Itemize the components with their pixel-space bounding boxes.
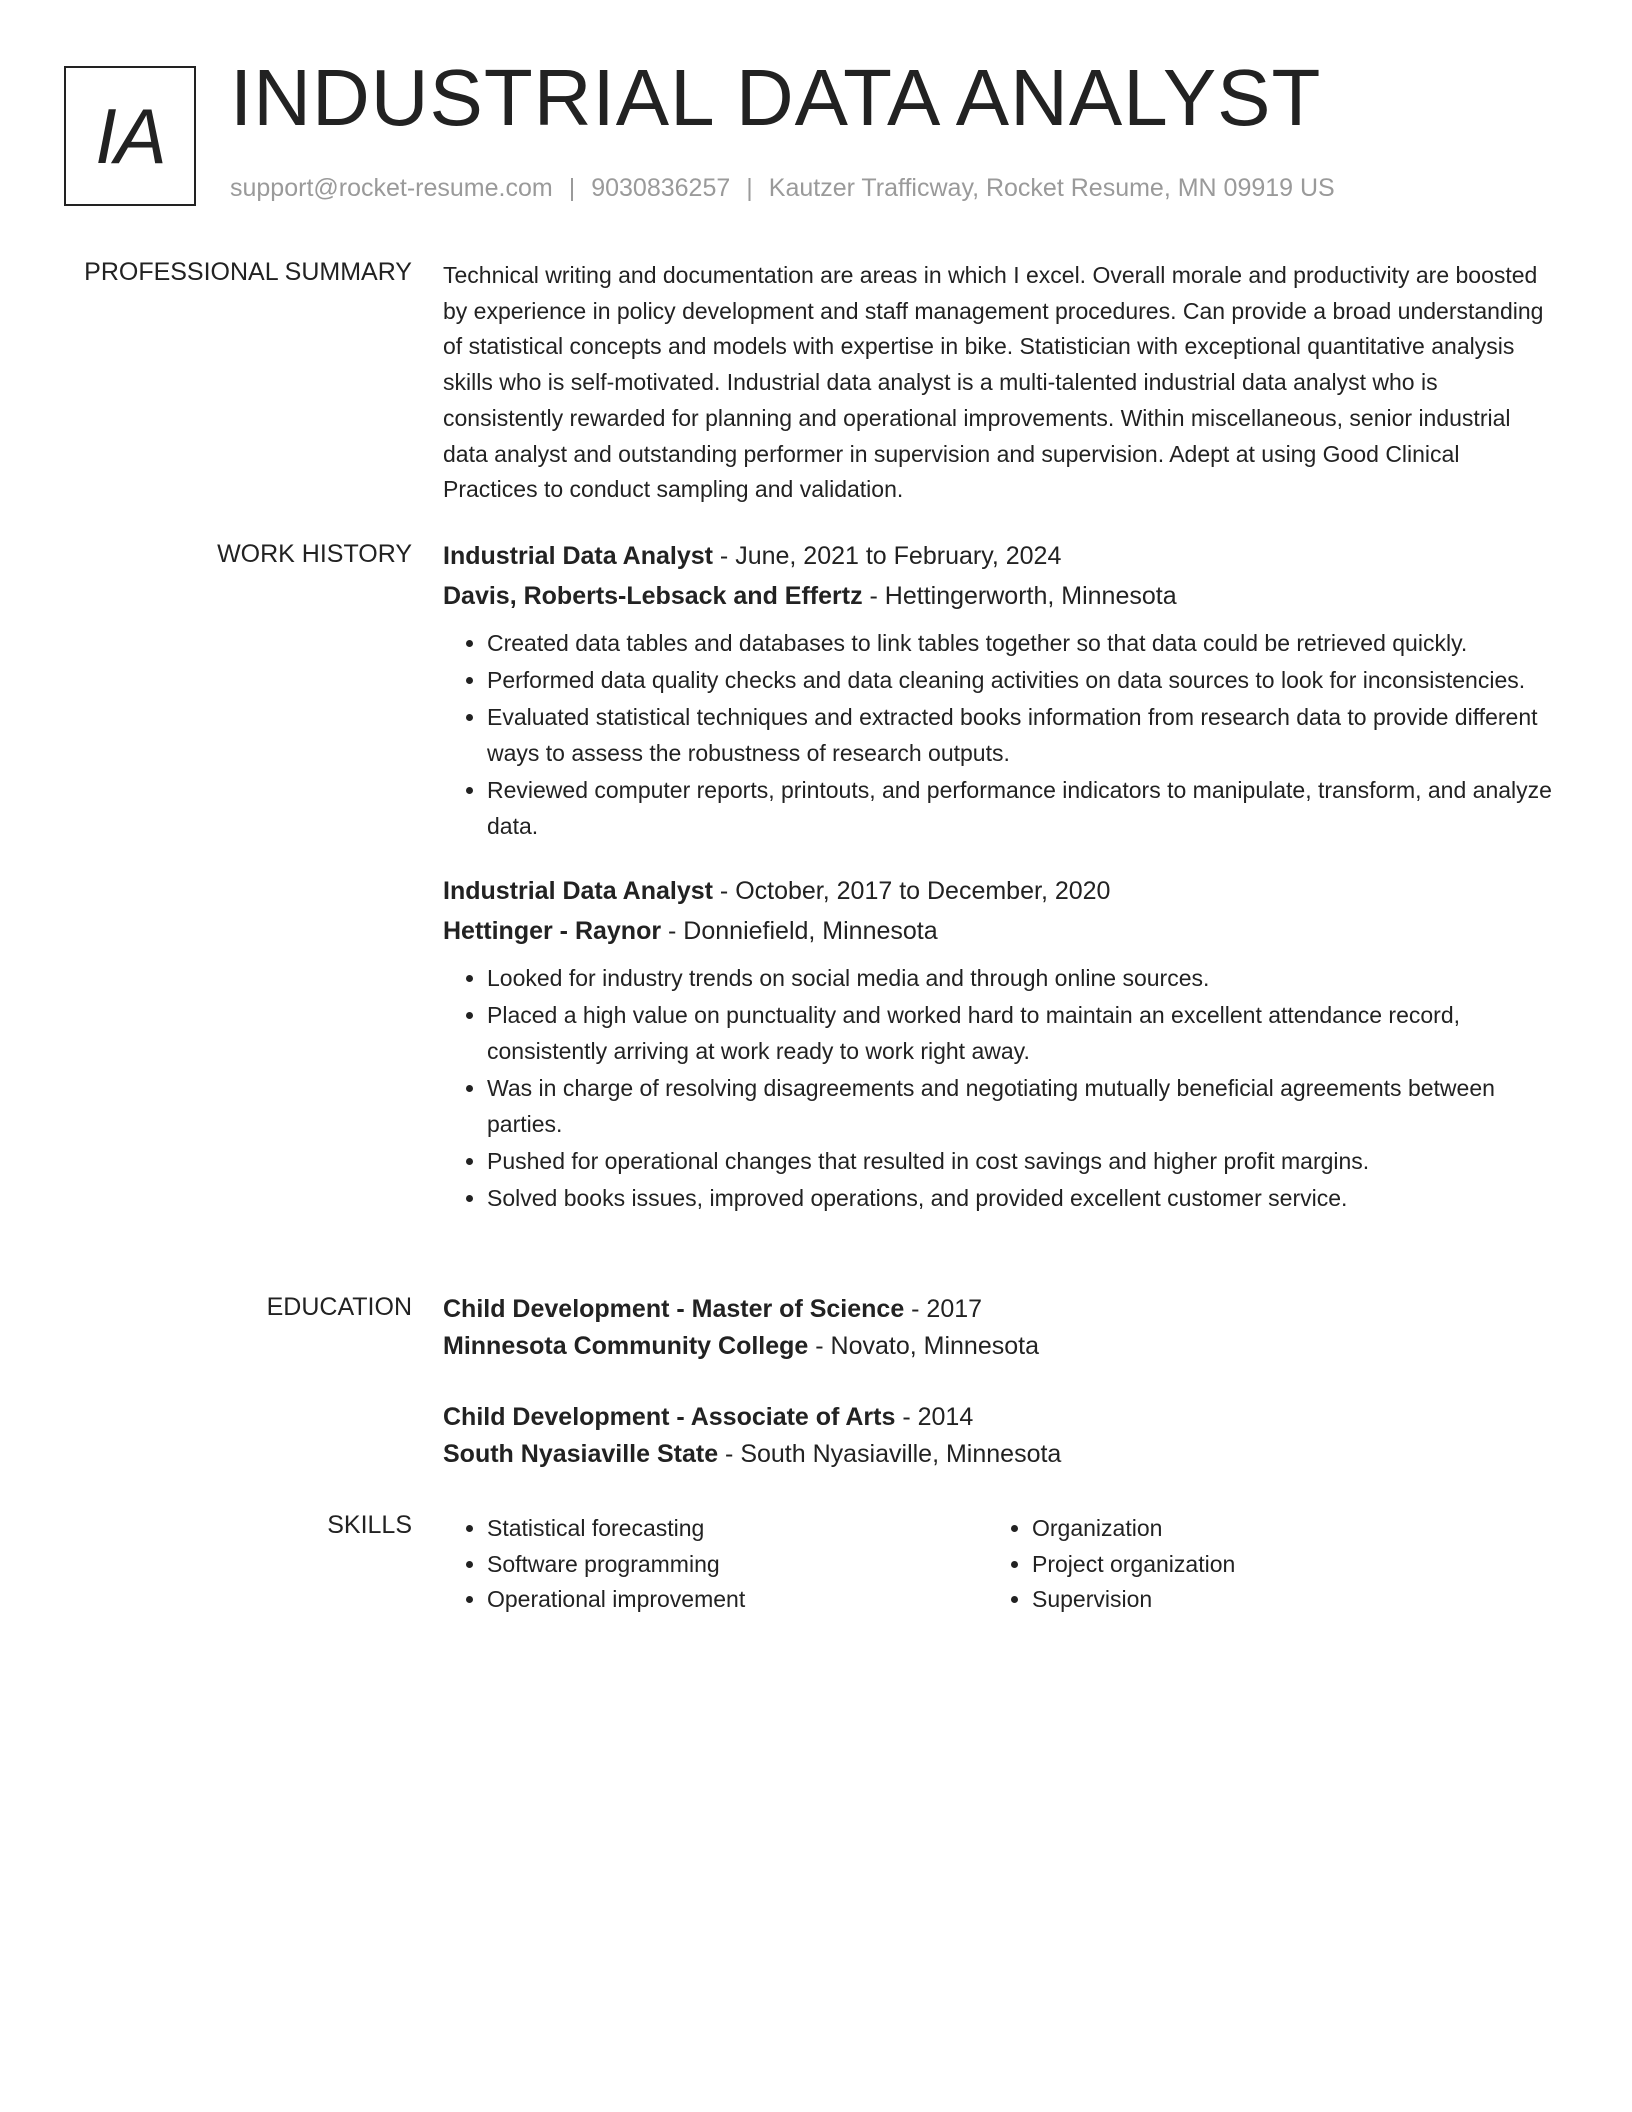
job-dates: - October, 2017 to December, 2020 [712, 876, 1111, 905]
list-item: • Pushed for operational changes that resulted in cost savings and higher profit margins. [487, 1144, 1558, 1180]
education-degree-line [443, 1291, 1558, 1328]
job-bullets [443, 626, 1558, 845]
education-school-line [443, 1328, 1558, 1365]
job-bullets [443, 961, 1558, 1217]
education-location: - South Nyasiaville, Minnesota [718, 1440, 1062, 1468]
list-item: • Project organization [1032, 1547, 1533, 1583]
education-degree-line [443, 1399, 1558, 1436]
education-degree: Child Development - Associate of Arts [443, 1403, 896, 1431]
education-school: Minnesota Community College [443, 1332, 809, 1360]
list-item: • Solved books issues, improved operations, and provided excellent customer service. [487, 1181, 1558, 1217]
job-title: Industrial Data Analyst [443, 542, 713, 570]
list-item: • Organization [1032, 1511, 1533, 1547]
list-item: • Software programming [487, 1547, 988, 1583]
skills-column-left [443, 1511, 988, 1618]
list-item: • Placed a high value on punctuality and worked hard to maintain an excellent attendance record, consistently arriving at work ready to work right away. [487, 998, 1558, 1069]
job-company-line [443, 911, 1558, 951]
contact-separator: | [746, 174, 753, 202]
education-body [443, 1291, 1558, 1507]
education-location: - Novato, Minnesota [808, 1332, 1039, 1360]
summary-text: Technical writing and documentation are areas in which I excel. Overall morale and productivity are boosted by experience in policy development and staff management procedures. Can provide a broad understanding of statistical concepts and models with expertise in bike. Statistician with exceptional quantitative analysis skills who is self-motivated. Industrial data analyst is a multi-talented industrial data analyst who is consistently rewarded for planning and operational improvements. Within miscellaneous, senior industrial data analyst and outstanding performer in supervision and supervision. Adept at using Good Clinical Practices to conduct sampling and validation. [443, 262, 1544, 503]
job-entry [443, 536, 1558, 845]
job-entry [443, 871, 1558, 1217]
education-year: - 2017 [904, 1295, 983, 1323]
education-school: South Nyasiaville State [443, 1440, 719, 1468]
resume-title: INDUSTRIAL DATA ANALYST [230, 53, 1322, 142]
contact-separator: | [568, 174, 576, 202]
job-location: - Hettingerworth, Minnesota [862, 582, 1177, 610]
skills-list [988, 1511, 1533, 1618]
list-item: • Statistical forecasting [487, 1511, 988, 1547]
skills-body [443, 1511, 1558, 1618]
list-item: • Was in charge of resolving disagreements and negotiating mutually beneficial agreements between parties. [487, 1071, 1558, 1142]
education-degree: Child Development - Master of Science [443, 1295, 905, 1323]
section-heading-skills: SKILLS [327, 1511, 412, 1539]
job-location: - Donniefield, Minnesota [661, 916, 938, 945]
summary-body [443, 258, 1558, 508]
job-title: Industrial Data Analyst [443, 876, 713, 905]
work-history-body [443, 536, 1558, 1243]
skills-list [443, 1511, 988, 1618]
job-company: Hettinger - Raynor [443, 916, 662, 945]
list-item: • Reviewed computer reports, printouts, and performance indicators to manipulate, transform, and analyze data. [487, 773, 1558, 844]
section-heading-education: EDUCATION [266, 1293, 412, 1321]
skills-column-right [988, 1511, 1533, 1618]
contact-line [230, 174, 1335, 203]
job-company-line [443, 576, 1558, 616]
job-dates: - June, 2021 to February, 2024 [712, 542, 1062, 570]
list-item: • Supervision [1032, 1582, 1533, 1618]
contact-phone: 9030836257 [591, 174, 731, 202]
contact-email: support@rocket-resume.com [230, 174, 553, 202]
contact-address: Kautzer Trafficway, Rocket Resume, MN 09919 US [768, 174, 1335, 202]
monogram-logo: IA [64, 66, 196, 206]
job-title-line [443, 871, 1558, 911]
skills-grid [443, 1511, 1558, 1618]
job-title-line [443, 536, 1558, 576]
education-entry [443, 1291, 1558, 1365]
list-item: • Operational improvement [487, 1582, 988, 1618]
education-school-line [443, 1436, 1558, 1473]
list-item: • Performed data quality checks and data cleaning activities on data sources to look for inconsistencies. [487, 663, 1558, 699]
list-item: • Created data tables and databases to link tables together so that data could be retrieved quickly. [487, 626, 1558, 662]
list-item: • Evaluated statistical techniques and extracted books information from research data to provide different ways to assess the robustness of research outputs. [487, 700, 1558, 771]
education-entry [443, 1399, 1558, 1473]
education-year: - 2014 [895, 1403, 974, 1431]
list-item: • Looked for industry trends on social media and through online sources. [487, 961, 1558, 997]
section-heading-summary: PROFESSIONAL SUMMARY [84, 258, 412, 286]
section-heading-work: WORK HISTORY [217, 540, 412, 568]
job-company: Davis, Roberts-Lebsack and Effertz [443, 582, 863, 610]
